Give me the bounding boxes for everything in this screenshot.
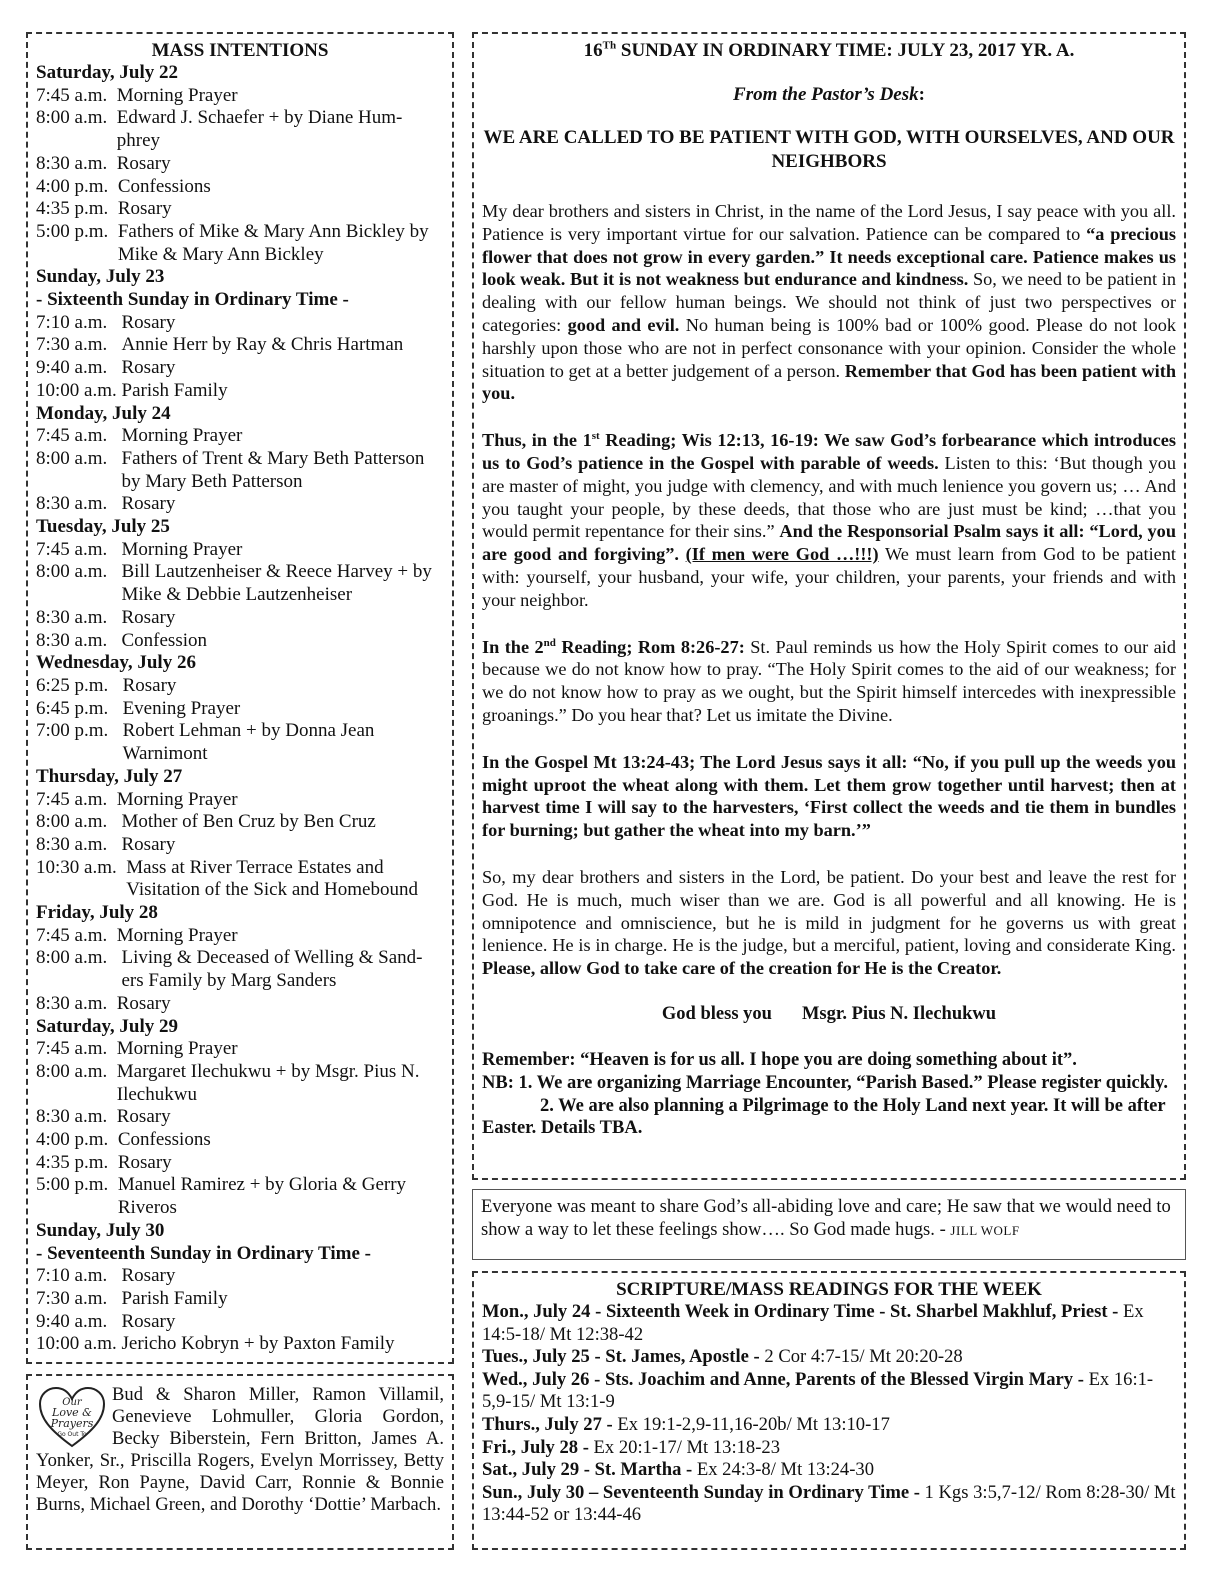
mass-entry [36,993,444,1016]
prayer-list-panel [26,1374,454,1550]
mass-entry [36,1129,444,1152]
mass-entry-time: 8:00 a.m. [36,447,122,469]
mass-entry-time: 10:00 a.m. [36,379,122,401]
reading-references: Ex 16:1-5,9-15/ Mt 13:1-9 [482,1368,1154,1413]
reading-day-label: Fri., July 28 - [482,1436,589,1458]
mass-entry-time: 7:45 a.m. [36,425,122,447]
mass-entry-time: 4:35 p.m. [36,1151,118,1173]
paragraph-intro: My dear brothers and sisters in Christ, in the name of the Lord Jesus, I say peace with you all. Patience is very important virtue for our salvation. Patience can be compared to “a precious flower that does not grow in every garden.” It needs exceptional care. Patience makes us look weak. But it is not weakness but endurance and kindness. So, we need to be patient in dealing with our fellow human beings. We should not think of just two perspectives or categories: good and evil. No human being is 100% bad or 100% good. Please do not look harshly upon those who are not in perfect consonance with your opinion. Consider the whole situation to get at a better judgement of a person. Remember that God has been patient with you. [482,201,1177,404]
mass-entry [36,425,444,448]
mass-day-heading: Sunday, July 30 [36,1219,165,1241]
mass-entry-time: 8:00 a.m. [36,561,122,583]
mass-entry-time: 7:45 a.m. [36,788,117,810]
mass-entry-time: 8:00 a.m. [36,811,122,833]
mass-entry [36,698,444,721]
quote-panel [472,1189,1186,1260]
mass-entry-intention: Rosary [121,357,176,379]
mass-entry [36,1288,444,1311]
mass-entry-time: 7:30 a.m. [36,334,122,356]
mass-day-heading: Thursday, July 27 [36,765,183,787]
reading-references: Ex 14:5-18/ Mt 12:38-42 [482,1301,1144,1345]
mass-entry-intention: Rosary [121,311,176,333]
mass-entry-time: 7:10 a.m. [36,311,122,333]
mass-entry-intention: Living & Deceased of Welling & Sand-ers Family by Marg Sanders [121,947,423,992]
mass-entry [36,221,444,266]
mass-day-subtitle: - Sixteenth Sunday in Ordinary Time - [36,289,349,311]
mass-entry [36,176,444,199]
mass-day-heading: Saturday, July 22 [36,62,179,83]
mass-entry-time: 7:10 a.m. [36,1265,122,1287]
signature: God bless you Msgr. Pius N. Ilechukwu [661,1003,997,1024]
mass-entry-time: 10:30 a.m. [36,856,127,878]
mass-entry-intention: Rosary [121,833,176,855]
mass-entry-intention: Rosary [117,198,172,220]
reading-references: 2 Cor 4:7-15/ Mt 20:20-28 [759,1346,963,1368]
heart-logo-icon [36,1384,108,1450]
pastor-desk-panel [472,32,1186,1180]
mass-entry-intention: Confessions [117,1129,211,1151]
reading-item [482,1437,1176,1460]
paragraph-first-reading: Thus, in the 1st Reading; Wis 12:13, 16-19: We saw God’s forbearance which introduces us to God’s patience in the Gospel with parable of weeds. Listen to this: ‘But though you are master of might, you judge with clemency, and with much lenience you govern us; … And you taught your people, by these deeds, that those who are just must be kind; …that you would permit repentance for their sins.” And the Responsorial Psalm says it all: “Lord, you are good and forgiving”. (If men were God …!!!) We must learn from God to be patient with: yourself, your husband, your wife, your children, your parents, your friends and with your neighbor. [482,430,1176,610]
mass-day-heading: Sunday, July 23 [36,266,165,288]
reading-references: Ex 19:1-2,9-11,16-20b/ Mt 13:10-17 [612,1413,890,1435]
mass-entry-time: 8:30 a.m. [36,493,122,515]
mass-entry-intention: Morning Prayer [121,538,243,560]
bulletin-header: 16Th SUNDAY IN ORDINARY TIME: JULY 23, 2017 YR. A. [583,39,1075,61]
mass-entry [36,1311,444,1334]
reading-item [482,1301,1176,1346]
mass-entry-time: 4:35 p.m. [36,198,118,220]
readings-panel [472,1271,1186,1550]
article-title: WE ARE CALLED TO BE PATIENT WITH GOD, WITH OURSELVES, AND OUR NEIGHBORS [483,127,1175,172]
mass-entry-intention: Rosary [116,1106,171,1128]
reading-day-label: Tues., July 25 - St. James, Apostle - [482,1346,760,1368]
mass-entry-time: 10:00 a.m. [36,1333,122,1355]
paragraph-gospel: In the Gospel Mt 13:24-43; The Lord Jesus says it all: “No, if you pull up the weeds you might uproot the wheat along with them. Let them grow together until harvest; then at harvest time I will say to the harvesters, ‘First collect the weeds and tie them in bundles for burning; but gather the wheat into my barn.’” [482,751,1176,841]
mass-entry-time: 7:30 a.m. [36,1287,122,1309]
reading-day-label: Sun., July 30 – Seventeenth Sunday in Ordinary Time - [482,1481,920,1503]
svg-text:Our: Our [62,1397,82,1408]
mass-intentions-panel [26,32,454,1364]
mass-entry-intention: Mass at River Terrace Estates and Visitation of the Sick and Homebound [126,856,418,901]
reading-item [482,1346,1176,1369]
mass-entry-intention: Annie Herr by Ray & Chris Hartman [121,334,404,356]
reading-references: 1 Kgs 3:5,7-12/ Rom 8:28-30/ Mt 13:44-52 or 13:44-46 [482,1481,1176,1526]
mass-entry-intention: Confession [121,629,207,651]
mass-entry-time: 5:00 p.m. [36,220,118,242]
mass-entry [36,1333,444,1356]
reading-item [482,1459,1176,1482]
mass-entry [36,357,444,380]
mass-entry [36,1106,444,1129]
mass-entry-time: 6:45 p.m. [36,697,123,719]
mass-day-heading: Monday, July 24 [36,402,171,424]
mass-entry [36,1265,444,1288]
mass-entry-time: 9:40 a.m. [36,357,122,379]
mass-entry [36,198,444,221]
mass-entry-time: 8:30 a.m. [36,1106,117,1128]
mass-entry [36,925,444,948]
mass-entry-time: 8:00 a.m. [36,107,117,129]
mass-entry [36,607,444,630]
mass-entry [36,1152,444,1175]
svg-text:Go Out To: Go Out To [57,1431,87,1438]
mass-entry-intention: Fathers of Mike & Mary Ann Bickley by Mike & Mary Ann Bickley [117,220,429,265]
mass-entry-intention: Evening Prayer [122,697,241,719]
mass-entry [36,630,444,653]
mass-entry [36,811,444,834]
mass-entry-intention: Confessions [117,175,211,197]
mass-entry-time: 9:40 a.m. [36,1310,122,1332]
mass-entry-intention: Margaret Ilechukwu + by Msgr. Pius N. Ilechukwu [116,1060,420,1105]
mass-entry [36,448,444,493]
mass-entry-time: 8:30 a.m. [36,992,117,1014]
mass-entry-time: 4:00 p.m. [36,1129,118,1151]
svg-text:Prayers: Prayers [50,1417,94,1430]
mass-day-heading: Friday, July 28 [36,902,158,924]
mass-entry-intention: Robert Lehman + by Donna Jean Warnimont [122,720,375,765]
mass-entry [36,380,444,403]
mass-entry-intention: Morning Prayer [121,425,243,447]
readings-list [482,1301,1176,1527]
mass-entry-time: 8:30 a.m. [36,606,122,628]
mass-entry-intention: Rosary [116,992,171,1014]
mass-entry-intention: Rosary [121,606,176,628]
mass-entry-intention: Rosary [122,674,177,696]
remember-line: Remember: “Heaven is for us all. I hope you are doing something about it”. [482,1049,1077,1070]
mass-entry-intention: Rosary [117,1151,172,1173]
mass-entry-time: 8:30 a.m. [36,629,122,651]
mass-entry-intention: Rosary [116,152,171,174]
mass-day-heading: Wednesday, July 26 [36,652,196,674]
mass-entry [36,334,444,357]
mass-entry [36,675,444,698]
mass-entry-time: 6:25 p.m. [36,674,123,696]
quote-author: JILL WOLF [950,1222,1020,1238]
mass-entry-intention: Morning Prayer [116,924,238,946]
mass-entry-time: 5:00 p.m. [36,1174,118,1196]
mass-entry-intention: Morning Prayer [116,788,238,810]
mass-entry [36,947,444,992]
mass-entry-time: 8:00 a.m. [36,947,122,969]
mass-entry-intention: Parish Family [121,379,228,401]
mass-intentions-list [36,62,444,1356]
mass-entry-intention: Edward J. Schaefer + by Diane Hum-phrey [116,107,403,152]
mass-entry-intention: Rosary [121,493,176,515]
paragraph-closing: So, my dear brothers and sisters in the Lord, be patient. Do your best and leave the rest for God. He is much, much wiser than we are. God is all powerful and all knowing. He is omnipotence and omniscience, but he is mild in judgment for he governs us with great lenience. He is in charge. He is the judge, but a merciful, patient, loving and considerate King. Please, allow God to take care of the creation for He is the Creator. [482,866,1176,979]
mass-entry-intention: Morning Prayer [116,84,238,106]
mass-entry [36,1061,444,1106]
mass-day-subtitle: - Seventeenth Sunday in Ordinary Time - [36,1242,372,1264]
quote-text: Everyone was meant to share God’s all-abiding love and care; He saw that we would need to show a way to let these feelings show…. So God made hugs. - [481,1196,1171,1240]
mass-entry [36,720,444,765]
prayer-names: Bud & Sharon Miller, Ramon Villamil, Genevieve Lohmuller, Gloria Gordon, Becky Biberstein, Fern Britton, James A. Yonker, Sr., Priscilla Rogers, Evelyn Morrissey, Betty Meyer, Ron Payne, David Carr, Ronnie & Bonnie Burns, Michael Green, and Dorothy ‘Dottie’ Marbach. [36,1384,444,1515]
mass-entry [36,561,444,606]
mass-entry [36,1038,444,1061]
mass-entry-time: 7:45 a.m. [36,924,117,946]
mass-entry-time: 7:45 a.m. [36,1038,117,1060]
mass-entry-time: 4:00 p.m. [36,175,118,197]
mass-entry-intention: Bill Lautzenheiser & Reece Harvey + by Mike & Debbie Lautzenheiser [121,561,432,606]
mass-entry-time: 7:00 p.m. [36,720,123,742]
mass-entry [36,153,444,176]
mass-entry [36,107,444,152]
mass-day-heading: Tuesday, July 25 [36,516,170,538]
mass-entry-time: 7:45 a.m. [36,538,122,560]
reading-day-label: Sat., July 29 - St. Martha - [482,1459,693,1481]
mass-entry [36,857,444,902]
mass-intentions-title: MASS INTENTIONS [151,40,329,61]
mass-day-heading: Saturday, July 29 [36,1015,179,1037]
mass-entry [36,85,444,108]
mass-entry-intention: Fathers of Trent & Mary Beth Patterson by Mary Beth Patterson [121,447,425,492]
nb-pilgrimage: 2. We are also planning a Pilgrimage to the Holy Land next year. It will be after Easter. Details TBA. [482,1095,1166,1139]
mass-entry [36,493,444,516]
reading-item [482,1369,1176,1414]
reading-item [482,1414,1176,1437]
mass-entry-time: 7:45 a.m. [36,84,117,106]
remember-notes [482,1049,1176,1140]
reading-item [482,1482,1176,1527]
reading-day-label: Mon., July 24 - Sixteenth Week in Ordinary Time - St. Sharbel Makhluf, Priest - [482,1301,1119,1322]
from-pastors-desk: From the Pastor’s Desk: [733,84,925,105]
mass-entry-intention: Parish Family [121,1287,228,1309]
mass-entry-time: 8:30 a.m. [36,833,122,855]
reading-day-label: Thurs., July 27 - [482,1413,613,1435]
reading-day-label: Wed., July 26 - Sts. Joachim and Anne, Parents of the Blessed Virgin Mary - [482,1368,1084,1390]
mass-entry-intention: Rosary [121,1265,176,1287]
mass-entry [36,1174,444,1219]
mass-entry-intention: Mother of Ben Cruz by Ben Cruz [121,811,376,833]
mass-entry [36,789,444,812]
readings-title: SCRIPTURE/MASS READINGS FOR THE WEEK [616,1279,1042,1300]
mass-entry [36,312,444,335]
mass-entry-time: 8:30 a.m. [36,152,117,174]
mass-entry-intention: Rosary [121,1310,176,1332]
mass-entry-intention: Manuel Ramirez + by Gloria & Gerry Riveros [117,1174,407,1219]
svg-text:Love &: Love & [52,1406,92,1419]
mass-entry [36,539,444,562]
nb-marriage-encounter: NB: 1. We are organizing Marriage Encounter, “Parish Based.” Please register quickly. [482,1072,1168,1093]
mass-entry-intention: Jericho Kobryn + by Paxton Family [121,1333,395,1355]
paragraph-second-reading: In the 2nd Reading; Rom 8:26-27: St. Paul reminds us how the Holy Spirit comes to our aid because we do not know how to pray. “The Holy Spirit comes to the aid of our weakness; for we do not know how to pray as we ought, but the Spirit himself intercedes with inexpressible groanings.” Do you hear that? Let us imitate the Divine. [482,636,1176,725]
mass-entry-time: 8:00 a.m. [36,1060,117,1082]
reading-references: Ex 24:3-8/ Mt 13:24-30 [692,1459,875,1481]
mass-entry-intention: Morning Prayer [116,1038,238,1060]
reading-references: Ex 20:1-17/ Mt 13:18-23 [588,1436,781,1458]
mass-entry [36,834,444,857]
